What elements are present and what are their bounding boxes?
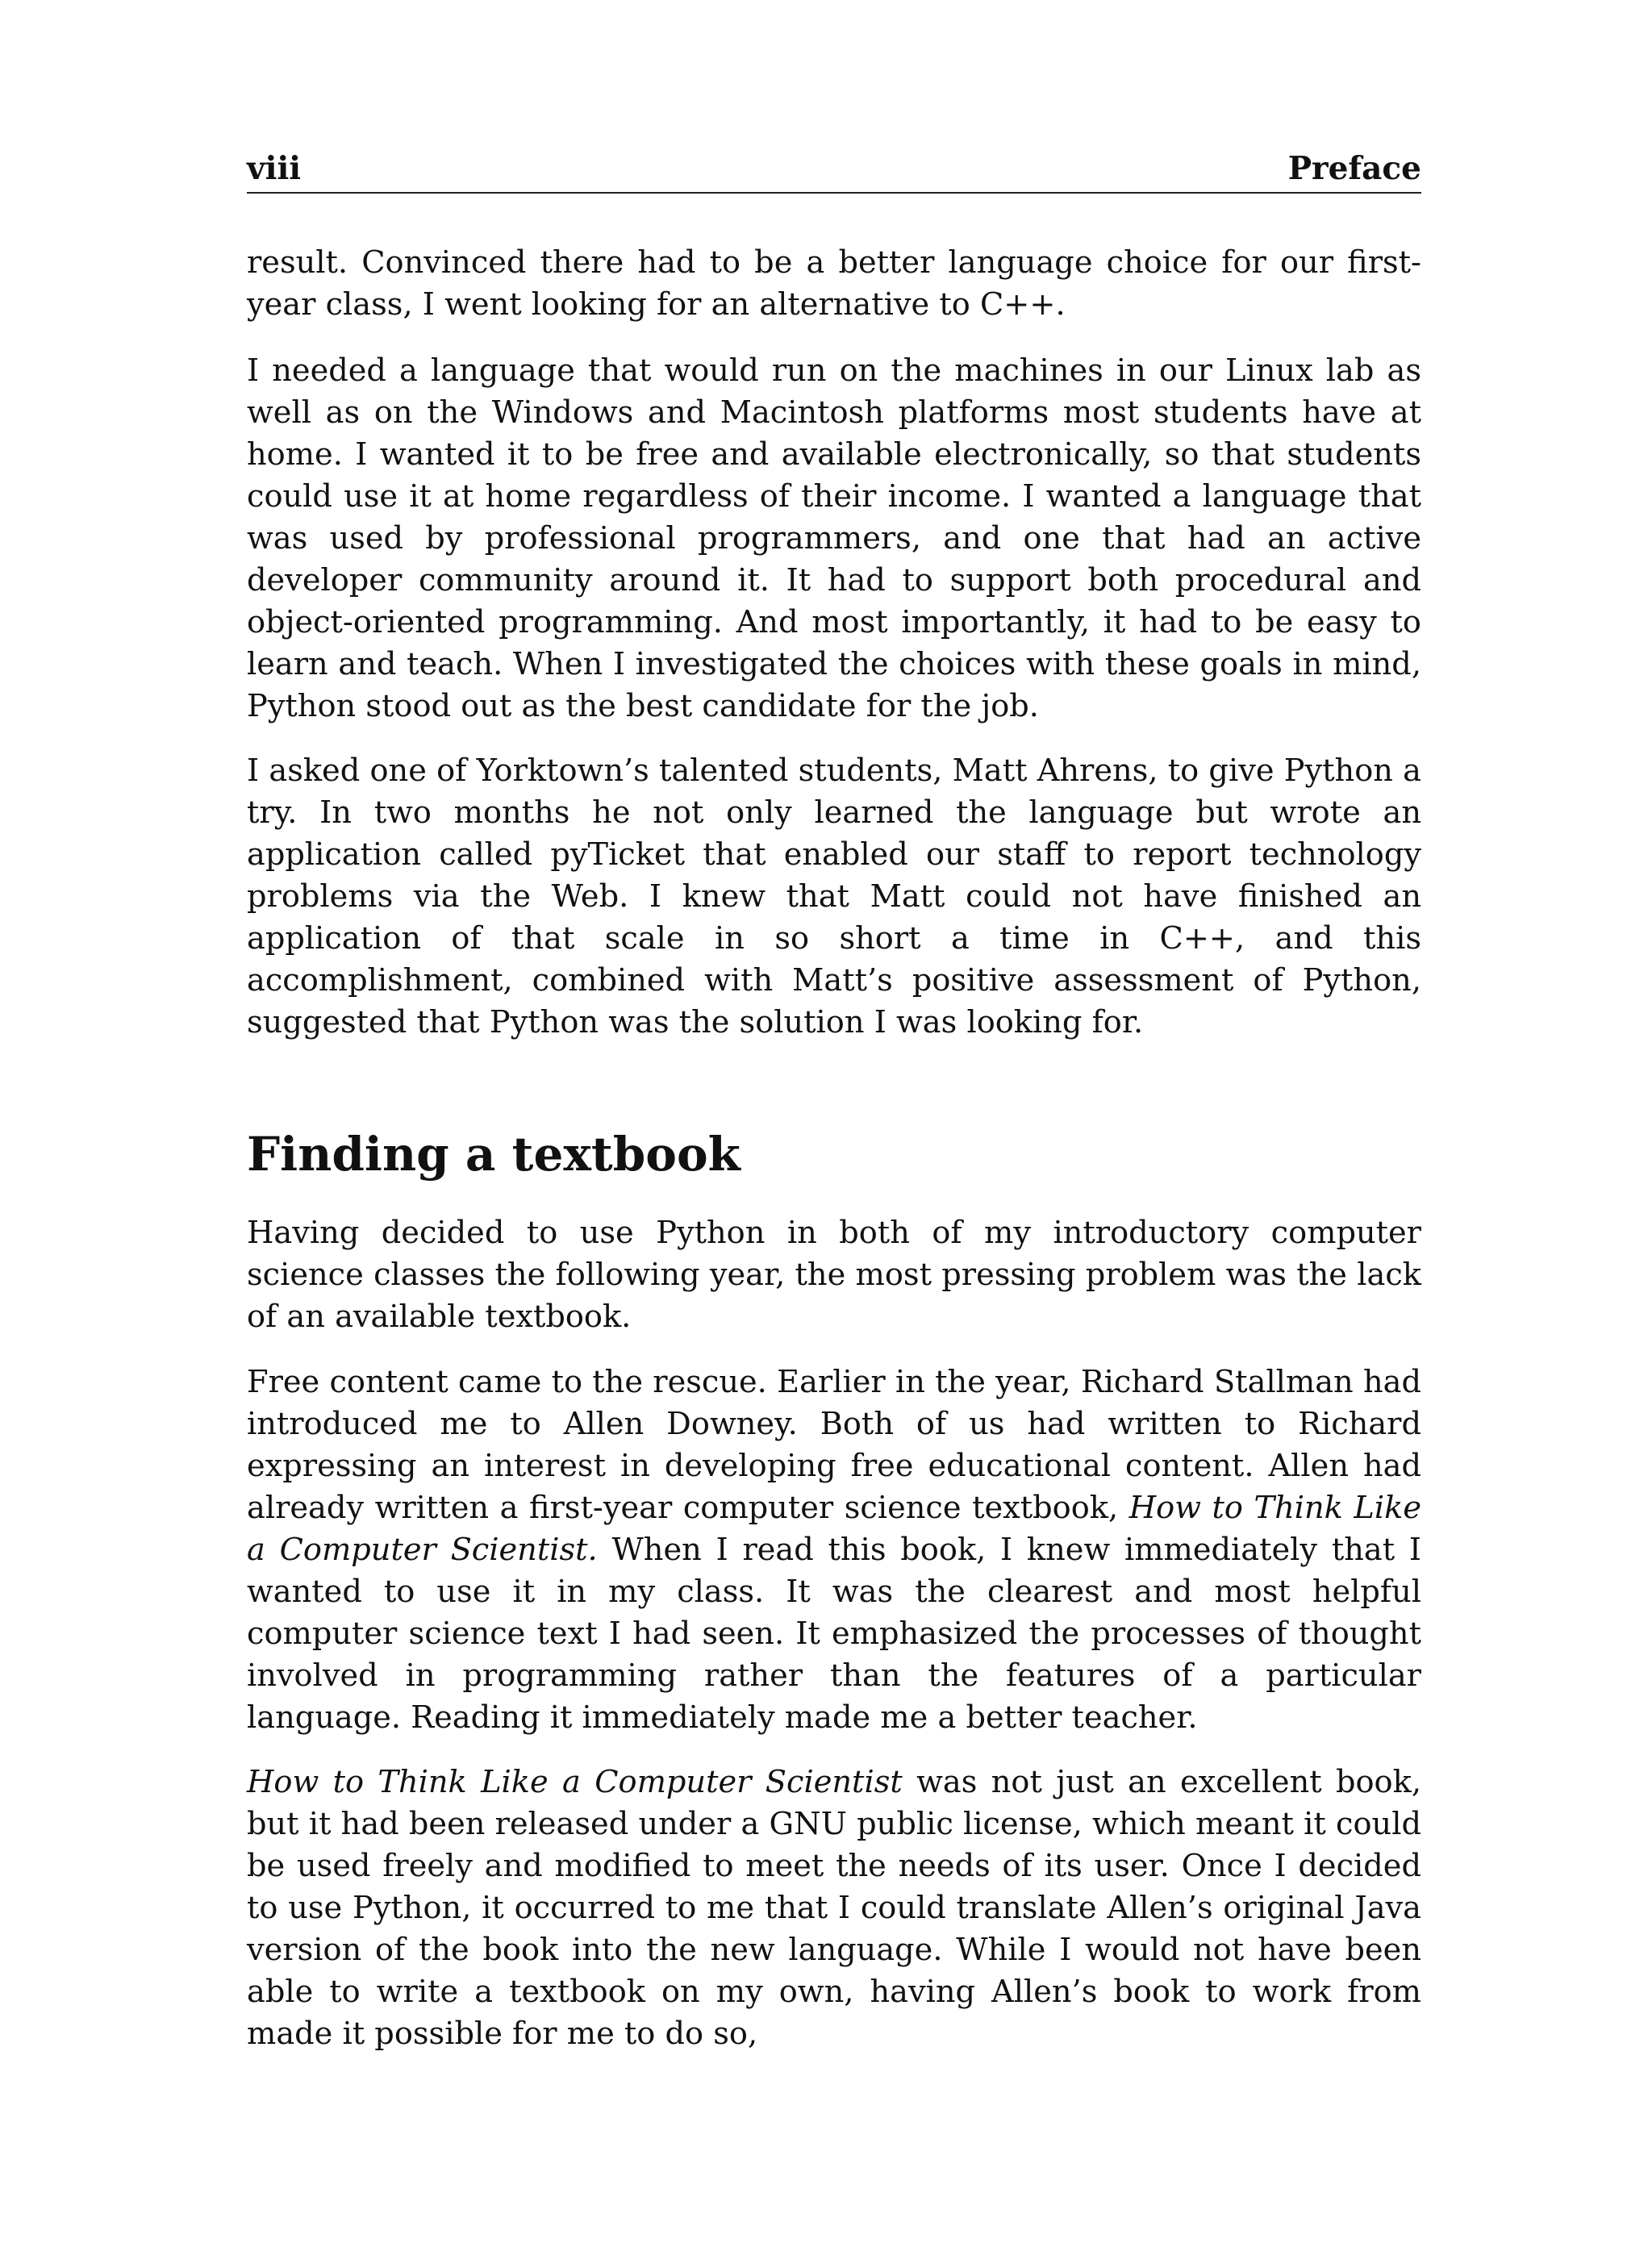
running-title: Preface (1287, 150, 1421, 187)
book-title-italic: How to Think Like a Computer Scientist (247, 1764, 903, 1800)
paragraph-2: I needed a language that would run on the machines in our Linux lab as well as on the Windows and Macintosh platforms most students have at home. I wanted it to be free and available electronically, so that students could use it at home regardless of their income. I wanted a language that was used by professional programmers, and one that had an active developer community around it. It had to support both procedural and object-oriented programming. And most importantly, it had to be easy to learn and teach. When I investigated the choices with these goals in mind, Python stood out as the best candidate for the job. (247, 352, 1421, 724)
section-heading: Finding a textbook (247, 1127, 740, 1182)
book-title-italic: How to Think Like a Computer Scientist. (247, 1490, 1421, 1568)
paragraph-1: result. Convinced there had to be a better language choice for our first-year class, I went looking for an alternative to C++. (247, 244, 1421, 323)
paragraph-5-text-b: When I read this book, I knew immediately that I wanted to use it in my class. It was the clearest and most helpful computer science text I had seen. It emphasized the processes of thought involved in programming rather than the features of a particular language. Reading it immediately made me a better teacher. (247, 1532, 1421, 1736)
paragraph-6-text: was not just an excellent book, but it had been released under a GNU public license, which meant it could be used freely and modified to meet the needs of its user. Once I decided to use Python, it occurred to me that I could translate Allen’s original Java version of the book into the new language. While I would not have been able to write a textbook on my own, having Allen’s book to work from made it possible for me to do so, (247, 1764, 1421, 2052)
page-number: viii (247, 150, 302, 187)
paragraph-5-text-a: Free content came to the rescue. Earlier in the year, Richard Stallman had introduced me to Allen Downey. Both of us had written to Richard expressing an interest in developing free educational content. Allen had already written a first-year computer science textbook, (247, 1364, 1421, 1526)
paragraph-5 (247, 1361, 1421, 1739)
running-head (247, 150, 1421, 194)
paragraph-3: I asked one of Yorktown’s talented students, Matt Ahrens, to give Python a try. In two months he not only learned the language but wrote an application called pyTicket that enabled our staff to report technology problems via the Web. I knew that Matt could not have finished an application of that scale in so short a time in C++, and this accomplishment, combined with Matt’s positive assessment of Python, suggested that Python was the solution I was looking for. (247, 753, 1421, 1040)
paragraph-4: Having decided to use Python in both of my introductory computer science classes the following year, the most pressing problem was the lack of an available textbook. (247, 1215, 1421, 1335)
paragraph-6 (247, 1762, 1421, 2055)
